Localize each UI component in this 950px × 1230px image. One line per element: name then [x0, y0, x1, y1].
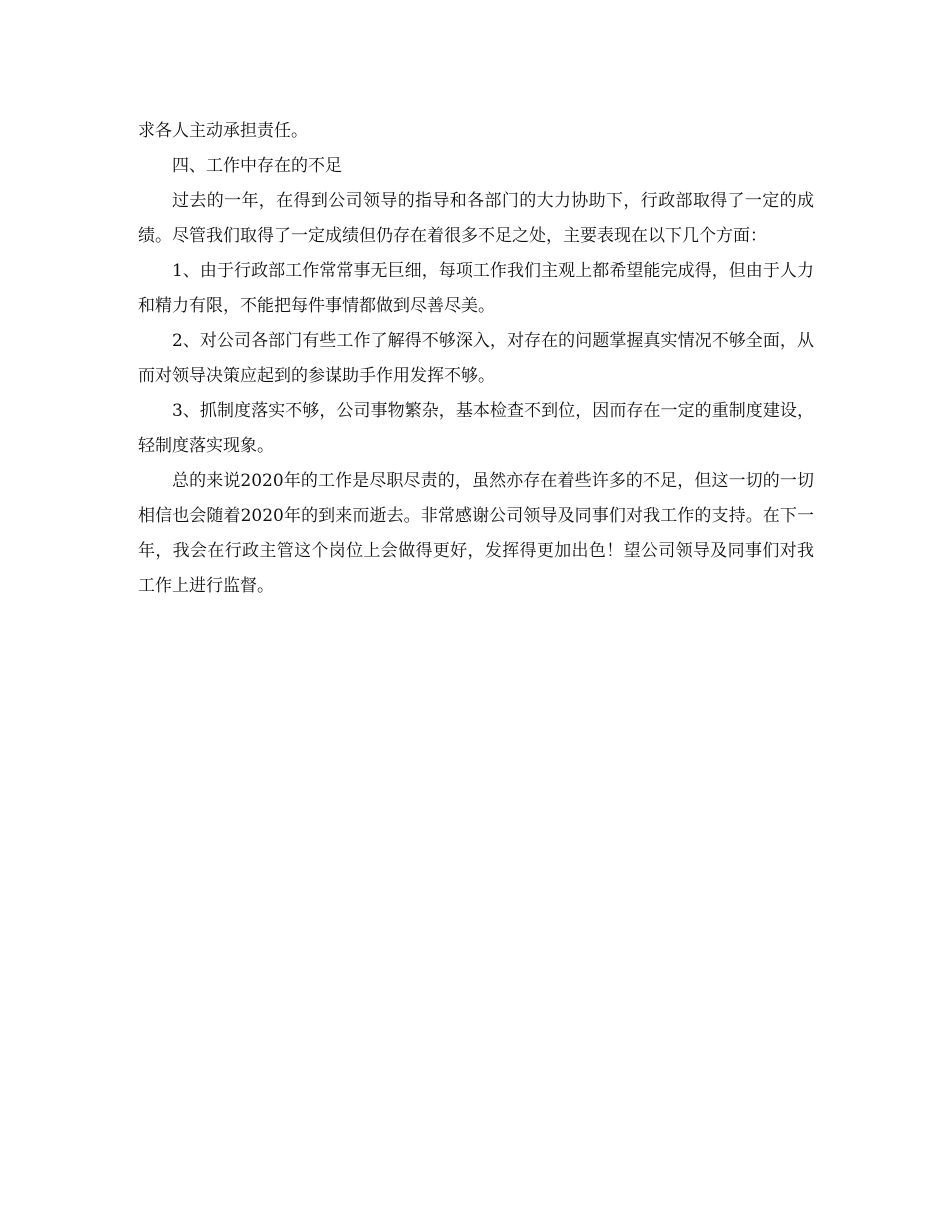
paragraph-item-2: 2、对公司各部门有些工作了解得不够深入，对存在的问题掌握真实情况不够全面，从而对领导决策应起到的参谋助手作用发挥不够。 [138, 331, 814, 386]
paragraph-item-3: 3、抓制度落实不够，公司事物繁杂，基本检查不到位，因而存在一定的重制度建设，轻制度落实现象。 [138, 401, 814, 456]
paragraph-item-1: 1、由于行政部工作常常事无巨细，每项工作我们主观上都希望能完成得，但由于人力和精力有限，不能把每件事情都做到尽善尽美。 [138, 261, 814, 316]
document-body [138, 114, 814, 604]
paragraph-intro: 过去的一年，在得到公司领导的指导和各部门的大力协助下，行政部取得了一定的成绩。尽管我们取得了一定成绩但仍存在着很多不足之处，主要表现在以下几个方面： [138, 191, 814, 246]
section-heading: 四、工作中存在的不足 [172, 156, 342, 176]
paragraph-continuation: 求各人主动承担责任。 [138, 121, 308, 141]
paragraph-conclusion: 总的来说2020年的工作是尽职尽责的，虽然亦存在着些许多的不足，但这一切的一切相信也会随着2020年的到来而逝去。非常感谢公司领导及同事们对我工作的支持。在下一年，我会在行政主管这个岗位上会做得更好，发挥得更加出色！望公司领导及同事们对我工作上进行监督。 [138, 471, 814, 596]
